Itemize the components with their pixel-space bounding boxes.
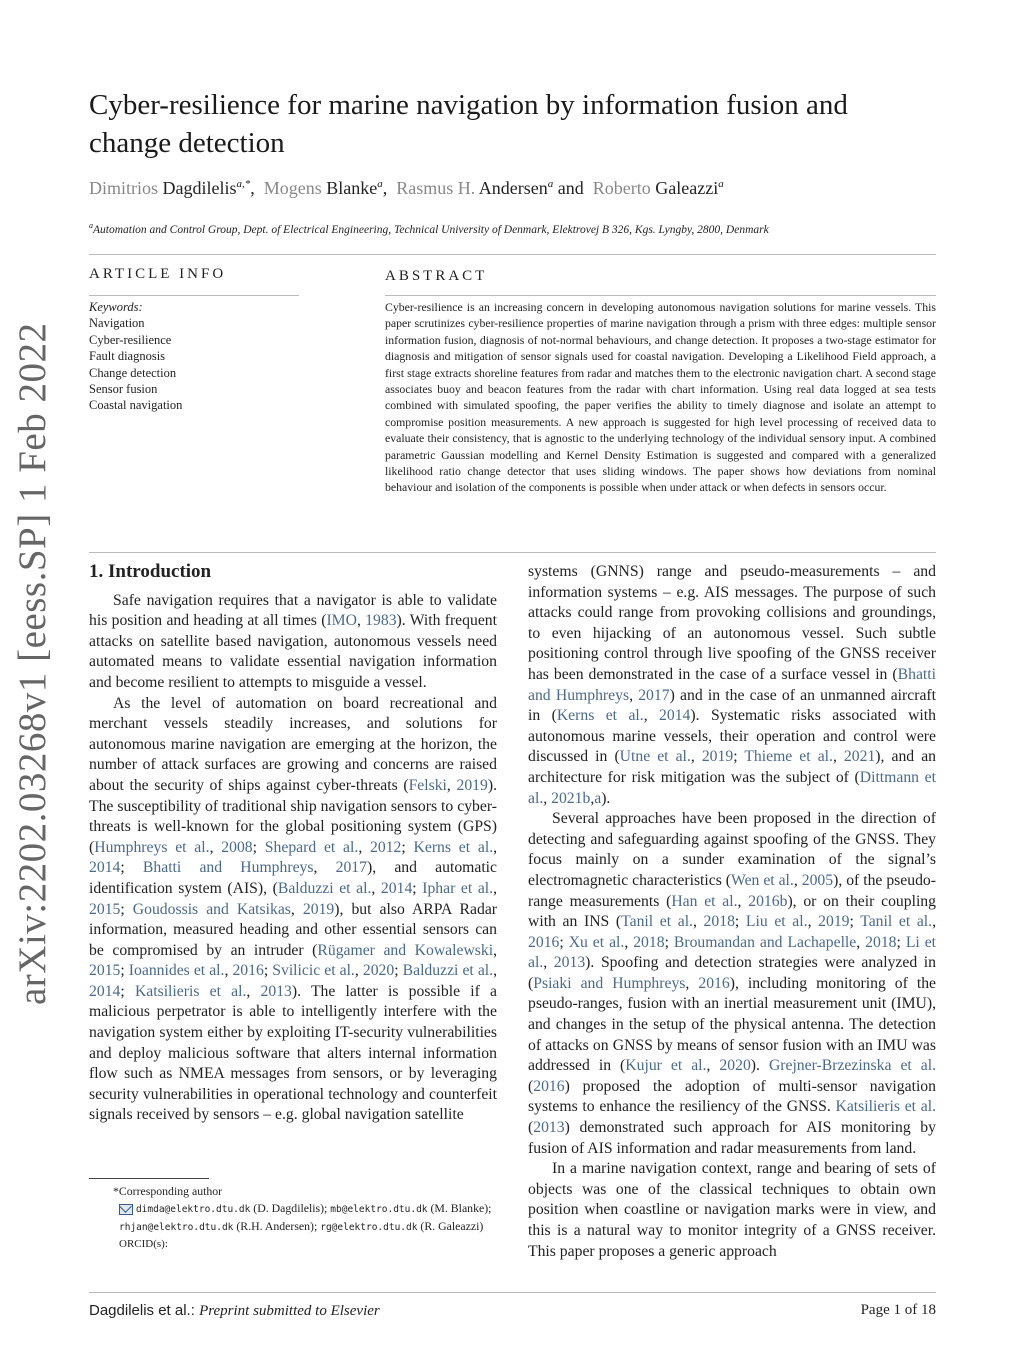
citation-link[interactable]: a xyxy=(594,789,602,807)
email-owner: (D. Dagdilelis); xyxy=(250,1201,331,1215)
affiliation-mark: a xyxy=(89,221,93,230)
citation-link[interactable]: 2019 xyxy=(701,748,734,766)
citation-link[interactable]: 2020 xyxy=(719,1057,751,1075)
citation-link[interactable]: 2016 xyxy=(533,1077,565,1095)
author-list: Dimitrios Dagdilelis$^{a,*}$, Mogens Blanke$^a$, Rasmus H. Andersen$^a$ and Roberto Galeazzi$^a$ xyxy=(89,178,724,198)
keyword: Change detection xyxy=(89,365,177,380)
arxiv-stamp xyxy=(10,322,70,1045)
footnote xyxy=(89,1183,497,1253)
citation-link[interactable]: Iphar et al. xyxy=(422,879,494,897)
author-last: Galeazzi xyxy=(655,178,719,198)
email-link[interactable]: rg@elektro.dtu.dk xyxy=(320,1222,418,1233)
author-first: Roberto xyxy=(592,178,651,198)
email-link[interactable]: mb@elektro.dtu.dk xyxy=(330,1204,428,1215)
citation-link[interactable]: 2014 xyxy=(380,879,413,897)
citation-link[interactable]: Ioannides et al. xyxy=(128,962,225,980)
email-link[interactable]: rhjan@elektro.dtu.dk xyxy=(119,1222,234,1233)
citation-link[interactable]: 2014 xyxy=(89,982,121,1000)
citation-link[interactable]: Psiaki and Humphreys xyxy=(533,974,686,992)
citation-link[interactable]: Grejner-Brzezinska et al. xyxy=(768,1057,937,1075)
citation-link[interactable]: Rügamer and Kowalewski xyxy=(317,941,494,959)
envelope-icon xyxy=(119,1204,133,1215)
paper-title: Cyber-resilience for marine navigation by information fusion and change detection xyxy=(89,89,848,159)
email-owner: (M. Blanke); xyxy=(427,1201,492,1215)
keyword: Navigation xyxy=(89,316,145,331)
citation-link[interactable]: Liu et al. xyxy=(745,913,808,931)
citation-link[interactable]: Li et al. xyxy=(528,933,937,972)
email-link[interactable]: dimda@elektro.dtu.dk xyxy=(135,1204,251,1215)
citation-link[interactable]: Dittmann et al. xyxy=(528,768,936,807)
citation-link[interactable]: 2020 xyxy=(362,962,395,980)
citation-link[interactable]: Kerns et al. xyxy=(556,707,644,725)
affiliation-text: Automation and Control Group, Dept. of Electrical Engineering, Technical University of Denmark, Elektrovej B 326, Kgs. Lyngby, 2800, Denmark xyxy=(93,223,769,236)
citation-link[interactable]: 2015 xyxy=(89,962,121,980)
abstract-heading: ABSTRACT xyxy=(385,268,488,284)
abstract-end-rule xyxy=(89,552,936,553)
author-first: Dimitrios xyxy=(89,178,159,198)
citation-link[interactable]: Goudossis and Katsikas xyxy=(132,900,291,918)
citation-link[interactable]: Kujur et al. xyxy=(625,1057,707,1075)
paragraph: systems (GNNS) range and pseudo-measurements – and information systems – e.g. AIS messages. The purpose of such attacks could range from provoking collisions and groundings, to even hijacking of an autonomous vessel. Such subtle positioning control through live spoofing of the GNSS receiver has been demonstrated in the case of a surface vessel in (Bhatti and Humphreys, 2017) and in the case of an unmanned aircraft in (Kerns et al., 2014). Systematic risks associated with autonomous marine vessels, their operation and control were discussed in (Utne et al., 2019; Thieme et al., 2021), and an architecture for risk mitigation was the subject of (Dittmann et al., 2021b,a). xyxy=(528,563,937,807)
citation-link[interactable]: 2016b xyxy=(748,892,788,910)
keyword: Cyber-resilience xyxy=(89,332,172,347)
citation-link[interactable]: 2013 xyxy=(533,1119,565,1137)
citation-link[interactable]: Balduzzi et al. xyxy=(277,879,372,897)
citation-link[interactable]: Tanil et al. xyxy=(860,913,933,931)
citation-link[interactable]: 2019 xyxy=(456,776,488,794)
body-column-right xyxy=(528,562,936,1262)
citation-link[interactable]: 2005 xyxy=(801,871,834,889)
email-owner: (R. Galeazzi) xyxy=(417,1219,484,1233)
author-sup: a xyxy=(547,178,554,190)
paragraph: Several approaches have been proposed in the direction of detecting and safeguarding against spoofing of the GNSS. They focus mainly on a sunder examination of the signal’s electromagnetic characteristics (Wen et al., 2005), of the pseudo-range measurements (Han et al., 2016b), or on their coupling with an INS (Tanil et al., 2018; Liu et al., 2019; Tanil et al., 2016; Xu et al., 2018; Broumandan and Lachapelle, 2018; Li et al., 2013). Spoofing and detection strategies were analyzed in (Psiaki and Humphreys, 2016), including monitoring of the pseudo-ranges, fusion with an inertial measurement unit (IMU), and changes in the setup of the physical antenna. The detection of attacks on GNSS by means of sensor fusion with an IMU was addressed in (Kujur et al., 2020). Grejner-Brzezinska et al. (2016) proposed the adoption of multi-sensor navigation systems to enhance the resiliency of the GNSS. Katsilieris et al. (2013) demonstrated such approach for AIS monitoring by fusion of AIS information and radar measurements from land. xyxy=(528,810,937,1157)
footnote-rule xyxy=(89,1178,209,1179)
author-first: Mogens xyxy=(263,178,322,198)
author-emails xyxy=(89,1200,497,1236)
author-sup: a xyxy=(718,178,724,190)
abstract-rule xyxy=(385,295,936,296)
keywords-block xyxy=(89,299,182,414)
body-column-left xyxy=(89,562,497,1126)
citation-link[interactable]: 2013 xyxy=(260,982,292,1000)
author-sup: a xyxy=(377,178,383,190)
author-first: Rasmus H. xyxy=(396,178,476,198)
citation-link[interactable]: 2018 xyxy=(703,913,735,931)
footer-authors: Dagdilelis et al.: xyxy=(89,1302,195,1319)
author-sup: a,* xyxy=(236,178,251,190)
email-owner: (R.H. Andersen); xyxy=(233,1219,321,1233)
author-last: Blanke xyxy=(326,178,378,198)
keywords-label: Keywords: xyxy=(89,300,143,314)
citation-link[interactable]: Tanil et al. xyxy=(621,913,693,931)
citation-link[interactable]: 2008 xyxy=(221,838,253,856)
citation-link[interactable]: Bhatti and Humphreys xyxy=(142,859,314,877)
author-last: Dagdilelis xyxy=(162,178,237,198)
citation-link[interactable]: 1983 xyxy=(365,612,397,630)
citation-link[interactable]: 2017 xyxy=(335,859,367,877)
affiliation xyxy=(89,221,769,236)
citation-link[interactable]: 2016 xyxy=(232,962,264,980)
citation-link[interactable]: IMO xyxy=(326,612,357,630)
citation-link[interactable]: 2015 xyxy=(89,900,121,918)
article-info-rule xyxy=(89,295,299,296)
citation-link[interactable]: 2012 xyxy=(370,838,402,856)
paragraph: As the level of automation on board recreational and merchant vessels steadily increases, and solutions for autonomous marine navigation are emerging at the horizon, the number of attack surfaces are growing and concerns are raised about the security of ships against cyber-threats (Felski, 2019). The susceptibility of traditional ship navigation sensors to cyber-threats is well-known for the global positioning system (GPS) (Humphreys et al., 2008; Shepard et al., 2012; Kerns et al., 2014; Bhatti and Humphreys, 2017), and automatic identification system (AIS), (Balduzzi et al., 2014; Iphar et al., 2015; Goudossis and Katsikas, 2019), but also ARPA Radar information, measured heading and other essential sensors can be compromised by an intruder (Rügamer and Kowalewski, 2015; Ioannides et al., 2016; Svilicic et al., 2020; Balduzzi et al., 2014; Katsilieris et al., 2013). The latter is possible if a malicious perpetrator is able to intelligently interfere with the navigation system either by exploiting IT-security vulnerabilities and deploy malicious software that alters internal information flow such as NMEA messages from sensors, or by leveraging security vulnerabilities in operational technology and counterfeit signals received by sensors – e.g. global navigation satellite xyxy=(89,694,498,1124)
citation-link[interactable]: Kerns et al. xyxy=(413,838,494,856)
arxiv-stamp-text: arXiv:2202.03268v1 [eess.SP] 1 Feb 2022 xyxy=(11,322,54,1005)
citation-link[interactable]: 2014 xyxy=(89,859,121,877)
citation-link[interactable]: Katsilieris et al. xyxy=(835,1098,936,1116)
citation-link[interactable]: 2017 xyxy=(638,686,670,704)
citation-link[interactable]: 2019 xyxy=(302,900,335,918)
article-info-heading: ARTICLE INFO xyxy=(89,266,227,282)
keyword: Coastal navigation xyxy=(89,398,183,413)
citation-link[interactable]: Bhatti and Humphreys xyxy=(528,665,936,704)
citation-link[interactable]: Felski xyxy=(408,776,447,794)
citation-link[interactable]: Utne et al. xyxy=(619,748,691,766)
orcid-label: ORCID(s): xyxy=(119,1238,168,1250)
citation-link[interactable]: Xu et al. xyxy=(568,933,625,951)
citation-link[interactable]: 2016 xyxy=(528,933,560,951)
citation-link[interactable]: Thieme et al. xyxy=(744,748,833,766)
paragraph: Safe navigation requires that a navigator is able to validate his position and heading at all times (IMO, 1983). With frequent attacks on satellite based navigation, autonomous vessels need automated means to validate essential navigation information and become resilient to attempts to misguide a vessel. xyxy=(89,591,497,691)
citation-link[interactable]: 2018 xyxy=(865,933,897,951)
footer-venue: Preprint submitted to Elsevier xyxy=(199,1303,380,1319)
footer-rule xyxy=(89,1292,936,1293)
page-number: Page 1 of 18 xyxy=(860,1302,936,1318)
keyword: Fault diagnosis xyxy=(89,349,166,364)
citation-link[interactable]: Balduzzi et al. xyxy=(402,962,494,980)
citation-link[interactable]: 2014 xyxy=(659,707,691,725)
citation-link[interactable]: 2021b xyxy=(551,789,591,807)
citation-link[interactable]: 2018 xyxy=(633,933,665,951)
citation-link[interactable]: 2013 xyxy=(553,954,586,972)
corresponding-author-note: *Corresponding author xyxy=(113,1184,223,1198)
header-rule xyxy=(89,254,936,255)
abstract-text: Cyber-resilience is an increasing concern in developing autonomous navigation solutions for marine vessels. This paper scrutinizes cyber-resilience properties of marine navigation through a prism with three edges: multiple sensor information fusion, diagnosis of not-normal behaviours, and change detection. It proposes a two-stage estimator for diagnosis and mitigation of sensor signals used for coastal navigation. Developing a Likelihood Field approach, a first stage extracts shoreline features from radar and matches them to the electronic navigation chart. A second stage associates buoy and beacon features from the radar with chart information. Using real data logged at sea tests combined with simulated spoofing, the paper verifies the ability to timely diagnose and isolate an attempt to compromise position measurements. A new approach is suggested for high level processing of received data to evaluate their consistency, that is agnostic to the underlying technology of the individual sensory input. A combined parametric Gaussian modelling and Kernel Density Estimation is suggested and compared with a generalized likelihood ratio change detector that uses sliding windows. The paper shows how deviations from nominal behaviour and isolation of the components is possible when under attack or when defects in sensors occur. xyxy=(385,300,936,495)
citation-link[interactable]: Broumandan and Lachapelle xyxy=(673,933,857,951)
paragraph: In a marine navigation context, range and bearing of sets of objects was one of the classical techniques to obtain own position when coastline or navigation marks were in view, and this is a natural way to monitor integrity of a GNSS receiver. This paper proposes a generic approach xyxy=(528,1160,936,1260)
section-heading: 1. Introduction xyxy=(89,561,212,582)
author-last: Andersen xyxy=(478,178,548,198)
footer-left xyxy=(89,1302,380,1320)
citation-link[interactable]: Shepard et al. xyxy=(264,838,359,856)
citation-link[interactable]: Humphreys et al. xyxy=(94,838,210,856)
citation-link[interactable]: Wen et al. xyxy=(731,871,794,889)
citation-link[interactable]: 2016 xyxy=(698,974,730,992)
citation-link[interactable]: 2021 xyxy=(843,748,876,766)
citation-link[interactable]: Han et al. xyxy=(671,892,738,910)
citation-link[interactable]: 2019 xyxy=(818,913,850,931)
citation-link[interactable]: Katsilieris et al. xyxy=(134,982,247,1000)
citation-link[interactable]: Svilicic et al. xyxy=(272,962,355,980)
keyword: Sensor fusion xyxy=(89,382,158,397)
